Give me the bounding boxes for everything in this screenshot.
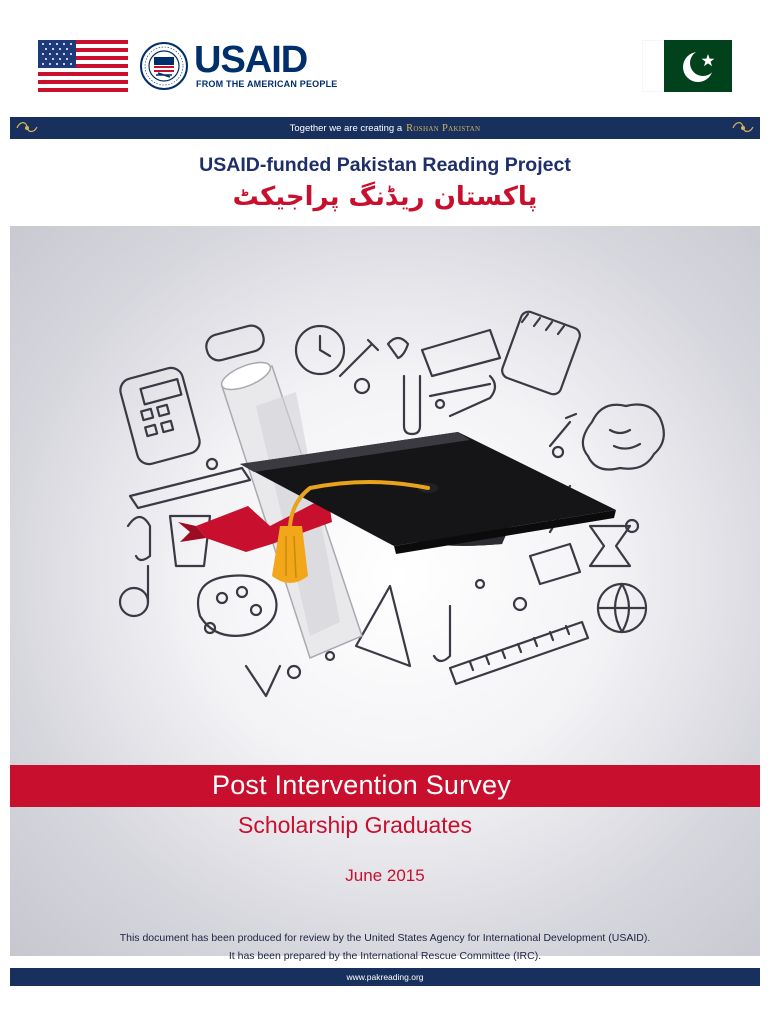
project-title: USAID-funded Pakistan Reading Project [199,154,571,176]
doodle-icons [10,226,760,956]
usaid-logo-tagline: FROM THE AMERICAN PEOPLE [196,79,338,89]
usaid-logo-wordmark: USAID [194,39,308,81]
banner-swirl-right-icon [730,119,756,137]
banner-brand: Roshan Pakistan [406,122,481,134]
website-link[interactable]: www.pakreading.org [346,972,424,982]
disclaimer-line-1: This document has been produced for review by the United States Agency for International Development (USAID). [119,932,651,944]
roshan-pakistan-banner [10,117,760,139]
banner-text: Together we are creating a [289,122,403,134]
usaid-seal-icon [140,42,188,90]
cover-illustration [10,226,760,956]
banner-swirl-left-icon [14,119,40,137]
document-date: June 2015 [345,866,425,885]
disclaimer-line-2: It has been prepared by the International Rescue Committee (IRC). [228,950,542,962]
project-title-urdu: پاکستان ریڈنگ پراجیکٹ [232,182,538,212]
document-subtitle: Scholarship Graduates [238,812,472,838]
us-flag-icon [38,40,128,92]
pakistan-flag-icon [642,40,732,92]
footer-bar [10,968,760,986]
document-title: Post Intervention Survey [212,770,511,800]
